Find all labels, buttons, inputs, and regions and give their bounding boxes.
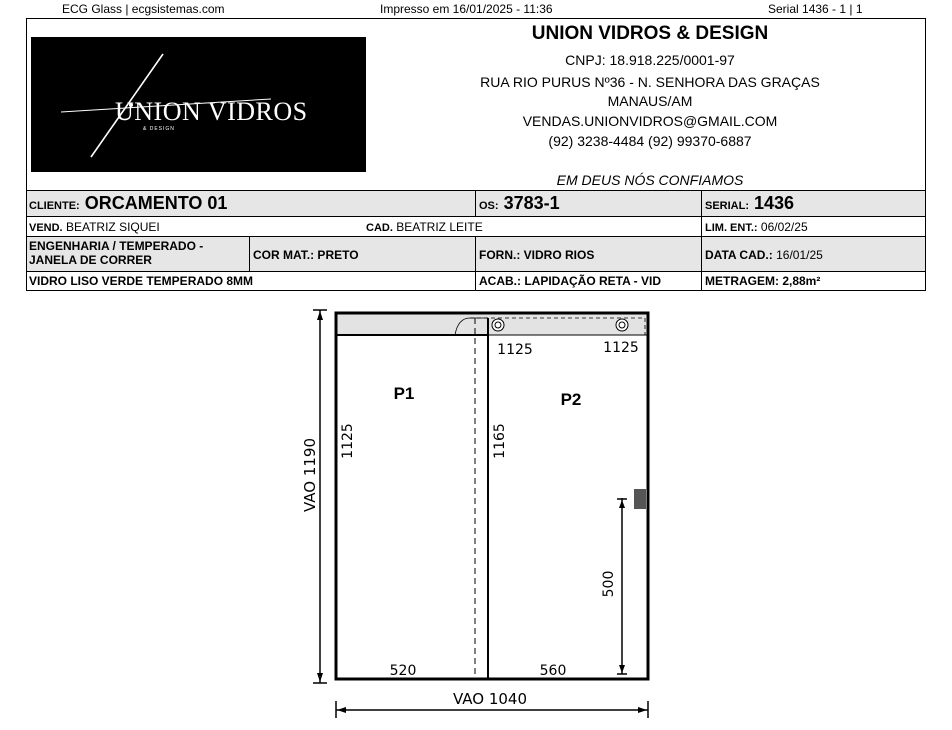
cad-label: CAD. [366,222,393,234]
panel2-width: 560 [539,663,567,679]
serial-value: 1436 [754,193,795,213]
company-city: MANAUS/AM [607,93,693,109]
company-email: VENDAS.UNIONVIDROS@GMAIL.COM [522,113,778,129]
panel1-height: 1125 [340,423,356,459]
logo-subtitle: & DESIGN [143,126,175,132]
supplier-cell: FORN.: VIDRO RIOS [475,236,702,272]
vao-width-label: VAO 1040 [452,690,528,708]
panel2-label: P2 [560,390,582,409]
delivery-limit-label: LIM. ENT.: [705,222,758,234]
company-phones: (92) 3238-4484 (92) 99370-6887 [548,133,752,149]
print-date: Impresso em 16/01/2025 - 11:36 [380,2,553,16]
handle-icon [634,489,646,509]
registration-date-value: 16/01/25 [776,248,823,262]
product-type-line2: JANELA DE CORRER [29,253,152,267]
product-type-line1: ENGENHARIA / TEMPERADO - [29,239,204,253]
panel1-width: 520 [389,663,417,679]
os-label: OS: [479,200,499,212]
registration-date-label: DATA CAD.: [705,248,773,262]
client-label: CLIENTE: [29,200,80,212]
cad-value: BEATRIZ LEITE [396,220,483,234]
panel2-height: 1165 [492,423,508,459]
system-name: ECG Glass | ecgsistemas.com [62,2,225,16]
roller-left-icon [492,319,504,331]
company-address: RUA RIO PURUS Nº36 - N. SENHORA DAS GRAÇAS [480,74,820,90]
company-cnpj: CNPJ: 18.918.225/0001-97 [565,52,735,68]
glass-spec-cell: VIDRO LISO VERDE TEMPERADO 8MM [26,271,476,291]
logo-wordmark: UNION VIDROS [115,97,308,126]
window-frame [336,313,648,679]
vendor-label: VEND. [29,222,63,234]
delivery-limit-value: 06/02/25 [760,220,808,234]
roller-right-icon [616,319,628,331]
company-motto: EM DEUS NÓS CONFIAMOS [556,172,744,188]
panel1-label: P1 [393,384,415,403]
serial-label: SERIAL: [705,200,749,212]
finish-cell: ACAB.: LAPIDAÇÃO RETA - VID [475,271,702,291]
top-dim-left: 1125 [497,342,533,358]
serial-page: Serial 1436 - 1 | 1 [768,2,863,16]
material-color-cell: COR MAT.: PRETO [249,236,476,272]
handle-height: 500 [601,570,617,598]
vao-height-label: VAO 1190 [301,437,319,513]
vendor-value: BEATRIZ SIQUEI [65,220,160,234]
area-cell: METRAGEM: 2,88m² [701,271,926,291]
top-dim-right: 1125 [603,340,639,356]
os-value: 3783-1 [503,193,560,213]
client-value: ORCAMENTO 01 [84,193,228,213]
company-name: UNION VIDROS & DESIGN [531,23,769,44]
